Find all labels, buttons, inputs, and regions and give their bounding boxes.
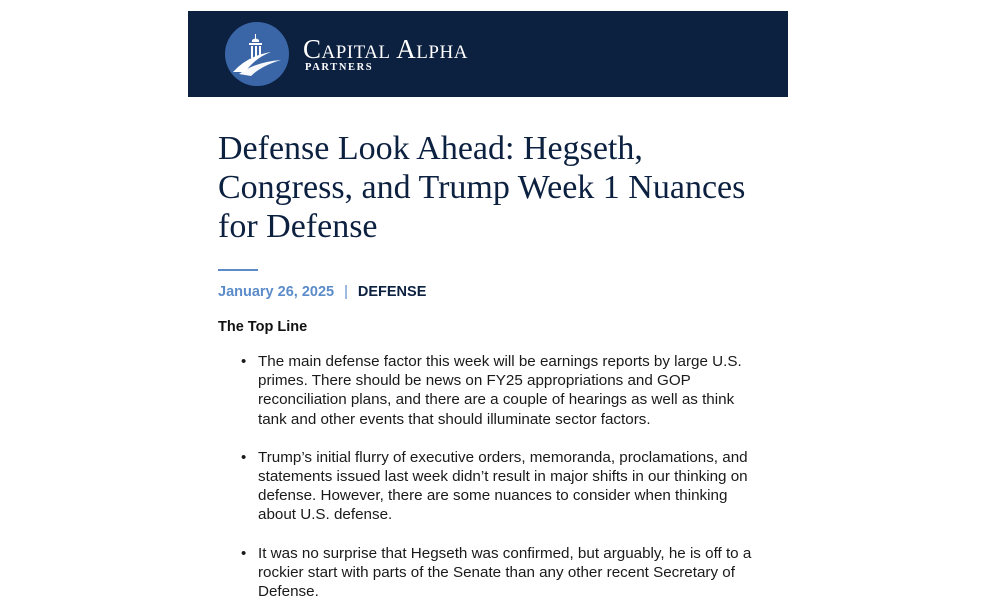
title-divider (218, 269, 258, 271)
bullet-list (240, 352, 760, 612)
article-meta (218, 283, 426, 301)
list-item (240, 448, 760, 525)
bullet-text: Trump’s initial flurry of executive orders, memoranda, proclamations, and statements issued last week didn’t result in major shifts in our thinking on defense. However, there are some nuances to consider when thinking about U.S. defense. (258, 448, 748, 524)
brand-name: Capital Alpha (303, 34, 468, 64)
bullet-icon: • (241, 448, 247, 466)
capitol-dome-icon (225, 22, 289, 86)
list-item (240, 352, 760, 429)
bullet-text: It was no surprise that Hegseth was confirmed, but arguably, he is off to a rockier start with parts of the Senate than any other recent Secretary of Defense. (258, 544, 752, 601)
header-banner (188, 11, 788, 97)
bullet-icon: • (241, 544, 247, 562)
article-category[interactable]: DEFENSE (357, 284, 427, 300)
article-date: January 26, 2025 (218, 284, 335, 300)
article-title: Defense Look Ahead: Hegseth, Congress, and Trump Week 1 Nuances for Defense (218, 130, 746, 245)
bullet-icon: • (241, 353, 247, 370)
meta-separator: | (344, 284, 348, 300)
section-heading: The Top Line (218, 319, 308, 335)
list-item (240, 544, 760, 602)
brand-subtitle: PARTNERS (305, 62, 374, 73)
bullet-text: The main defense factor this week will be earnings reports by large U.S. primes. There should be news on FY25 appropriations and GOP reconciliation plans, and there are a couple of hearings as well as think tank and other events that should illuminate sector factors. (258, 353, 742, 428)
